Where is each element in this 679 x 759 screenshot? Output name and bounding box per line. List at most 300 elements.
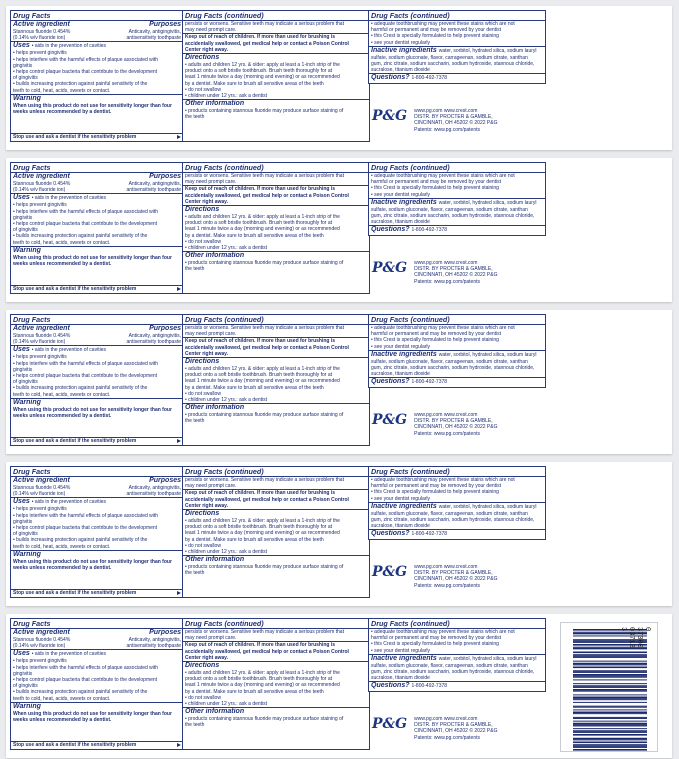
distributor-info bbox=[412, 260, 499, 285]
text-line: • see your dentist regularly bbox=[371, 343, 431, 350]
text-line: Keep out of reach of children. If more than used for brushing is bbox=[185, 490, 336, 497]
barcode-bar bbox=[573, 674, 647, 676]
inactive-ingredients-header bbox=[369, 502, 545, 511]
text-line: sulfate, sodium gluconate, flavor, carrageenan, sodium citrate, xanthan bbox=[371, 662, 528, 669]
uses-header bbox=[11, 649, 183, 658]
uses-list bbox=[11, 506, 183, 549]
questions-header bbox=[369, 681, 545, 690]
active-ingredient-heading: Active ingredient bbox=[13, 173, 70, 180]
text-line: www.pg.com www.crest.com bbox=[414, 412, 478, 418]
text-line: • children under 12 yrs.: ask a dentist bbox=[185, 549, 268, 556]
continued-title: Drug Facts (continued) bbox=[183, 619, 369, 629]
text-line: www.pg.com www.crest.com bbox=[414, 564, 478, 570]
active-ingredient-heading: Active ingredient bbox=[13, 325, 70, 332]
label-strip-4 bbox=[6, 462, 672, 606]
text-line: • adequate toothbrushing may prevent these stains which are not bbox=[371, 477, 515, 483]
stop-use-row bbox=[11, 437, 183, 445]
text-line: by a dentist. Make sure to brush all sensitive areas of the teeth bbox=[185, 232, 324, 239]
uses-list bbox=[11, 202, 183, 245]
barcode bbox=[560, 622, 658, 752]
keep-out-list bbox=[183, 489, 369, 509]
drug-facts-continued-panel-2 bbox=[368, 618, 546, 692]
text-line: persists or worsens. Sensitive teeth may indicate a serious problem that bbox=[185, 477, 344, 483]
uses-header bbox=[11, 193, 183, 202]
purpose-line-2: antisensitivity toothpaste bbox=[126, 491, 181, 498]
drug-facts-title: Drug Facts bbox=[11, 619, 183, 629]
label-strip-5 bbox=[6, 614, 672, 758]
distributor-info bbox=[412, 412, 499, 437]
text-line: • do not swallow bbox=[185, 542, 221, 549]
questions-phone: 1-800-492-7378 bbox=[411, 379, 448, 386]
purposes-heading: Purposes bbox=[149, 629, 181, 636]
text-line: • this Crest is specially formulated to help prevent staining bbox=[371, 337, 499, 344]
fluoride-ion-note: (0.14% w/v fluoride ion) bbox=[13, 187, 66, 194]
continued2-title: Drug Facts (continued) bbox=[369, 619, 545, 629]
text-line: • helps control plaque bacteria that contribute to the development bbox=[13, 677, 158, 684]
text-line: • builds increasing protection against painful sensitivity of the bbox=[13, 385, 148, 392]
continue-arrow-icon bbox=[177, 439, 181, 443]
uses-list bbox=[11, 354, 183, 397]
purposes-heading: Purposes bbox=[149, 325, 181, 332]
text-line: • adults and children 12 yrs. & older: apply at least a 1-inch strip of the bbox=[185, 518, 340, 525]
continued-title: Drug Facts (continued) bbox=[183, 467, 369, 477]
warning-heading: Warning bbox=[13, 398, 41, 406]
stop-use-row bbox=[11, 133, 183, 141]
continued-title: Drug Facts (continued) bbox=[183, 11, 369, 21]
text-line: harmful or permanent and may be removed by your dentist bbox=[371, 635, 502, 642]
drug-facts-continued-panel bbox=[182, 618, 370, 750]
inactive-ingredients-header bbox=[369, 350, 545, 359]
text-line: by a dentist. Make sure to brush all sensitive areas of the teeth bbox=[185, 536, 324, 543]
text-line: by a dentist. Make sure to brush all sensitive areas of the teeth bbox=[185, 384, 324, 391]
text-line: • builds increasing protection against painful sensitivity of the bbox=[13, 233, 148, 240]
text-line: When using this product do not use for sensitivity longer than four bbox=[13, 558, 172, 565]
stop-use-text: Stop use and ask a dentist if the sensitivity problem bbox=[13, 438, 137, 444]
text-line: gum, zinc citrate, sodium saccharin, sodium hydroxide, stannous chloride, bbox=[371, 213, 535, 220]
stain-info-list bbox=[369, 477, 545, 502]
text-line: • adults and children 12 yrs. & older: apply at least a 1-inch strip of the bbox=[185, 214, 340, 221]
text-line: gingivitis bbox=[13, 670, 33, 677]
text-line: may need prompt care. bbox=[185, 635, 237, 642]
warning-header bbox=[11, 246, 183, 255]
continue-arrow-icon bbox=[177, 287, 181, 291]
text-line: weeks unless recommended by a dentist. bbox=[13, 565, 112, 572]
inactive-ingredients-heading: Inactive ingredients bbox=[371, 654, 437, 662]
text-line: weeks unless recommended by a dentist. bbox=[13, 717, 112, 724]
uses-list bbox=[11, 658, 183, 701]
text-line: by a dentist. Make sure to brush all sensitive areas of the teeth bbox=[185, 688, 324, 695]
uses-heading: Uses bbox=[13, 194, 30, 202]
text-line: • do not swallow bbox=[185, 238, 221, 245]
text-line: www.pg.com www.crest.com bbox=[414, 260, 478, 266]
other-info-heading: Other information bbox=[185, 708, 245, 716]
text-line: Center right away. bbox=[185, 350, 228, 357]
text-line: the teeth bbox=[185, 114, 205, 121]
text-line: Center right away. bbox=[185, 198, 228, 205]
text-line: • helps control plaque bacteria that contribute to the development bbox=[13, 69, 158, 76]
text-line: • helps interfere with the harmful effects of plaque associated with bbox=[13, 664, 159, 671]
text-line: • helps interfere with the harmful effects of plaque associated with bbox=[13, 56, 159, 63]
pg-brand-block bbox=[372, 108, 499, 133]
directions-header bbox=[183, 205, 369, 214]
inactive-ingredients-list bbox=[369, 663, 545, 682]
other-info-header bbox=[183, 707, 369, 716]
warning-heading: Warning bbox=[13, 246, 41, 254]
inactive-ingredients-list bbox=[369, 359, 545, 378]
warning-heading: Warning bbox=[13, 702, 41, 710]
text-line: When using this product do not use for sensitivity longer than four bbox=[13, 406, 172, 413]
pg-logo: P&G bbox=[372, 716, 408, 732]
continued2-title: Drug Facts (continued) bbox=[369, 467, 545, 477]
stop-use-row bbox=[11, 285, 183, 293]
distributor-info bbox=[412, 564, 499, 589]
text-line: the teeth bbox=[185, 570, 205, 577]
barcode-bar bbox=[573, 744, 647, 745]
other-info-header bbox=[183, 403, 369, 412]
text-line: • products containing stannous fluoride may produce surface staining of bbox=[185, 716, 344, 723]
barcode-bar bbox=[573, 747, 647, 748]
text-line: teeth to cold, heat, acids, sweets or contact. bbox=[13, 695, 111, 702]
purpose-line-1: Anticavity, antigingivitis, bbox=[128, 485, 181, 491]
text-line: product onto a soft bristle toothbrush. Brush teeth thoroughly for at bbox=[185, 68, 333, 75]
continued-top-list bbox=[183, 173, 369, 185]
other-info-list bbox=[183, 564, 369, 576]
text-line: may need prompt care. bbox=[185, 483, 237, 490]
text-line: accidentally swallowed, get medical help or contact a Poison Control bbox=[185, 648, 349, 655]
drug-facts-continued-panel bbox=[182, 10, 370, 142]
text-line: sulfate, sodium gluconate, flavor, carrageenan, sodium citrate, xanthan bbox=[371, 206, 528, 213]
other-info-heading: Other information bbox=[185, 252, 245, 260]
uses-header bbox=[11, 345, 183, 354]
drug-facts-panel bbox=[10, 10, 184, 142]
text-line: CINCINNATI, OH 45202 © 2022 P&G bbox=[414, 272, 498, 279]
text-line: • builds increasing protection against painful sensitivity of the bbox=[13, 537, 148, 544]
pg-logo: P&G bbox=[372, 108, 408, 124]
drug-facts-title: Drug Facts bbox=[11, 163, 183, 173]
text-line: Patents: www.pg.com/patents bbox=[414, 278, 480, 285]
pg-brand-block bbox=[372, 412, 499, 437]
stain-info-list bbox=[369, 21, 545, 46]
active-ingredient-header bbox=[11, 21, 183, 29]
text-line: gum, zinc citrate, sodium saccharin, sodium hydroxide, stannous chloride, bbox=[371, 669, 535, 676]
text-line: the teeth bbox=[185, 722, 205, 729]
text-line: • adequate toothbrushing may prevent these stains which are not bbox=[371, 173, 515, 179]
continue-arrow-icon bbox=[177, 135, 181, 139]
other-info-list bbox=[183, 108, 369, 120]
directions-heading: Directions bbox=[185, 662, 220, 670]
directions-heading: Directions bbox=[185, 358, 220, 366]
other-info-heading: Other information bbox=[185, 556, 245, 564]
uses-intro: • aids in the prevention of cavities bbox=[31, 499, 106, 506]
barcode-bar bbox=[573, 709, 647, 710]
text-line: • see your dentist regularly bbox=[371, 647, 431, 654]
text-line: sucralose, titanium dioxide bbox=[371, 67, 430, 74]
text-line: • helps interfere with the harmful effects of plaque associated with bbox=[13, 360, 159, 367]
text-line: • helps control plaque bacteria that contribute to the development bbox=[13, 525, 158, 532]
distributor-info bbox=[412, 108, 499, 133]
text-line: Keep out of reach of children. If more than used for brushing is bbox=[185, 338, 336, 345]
warning-heading: Warning bbox=[13, 94, 41, 102]
questions-heading: Questions? bbox=[371, 378, 410, 386]
barcode-bar bbox=[573, 694, 647, 695]
inactive-ingredients-inline: water, sorbitol, hydrated silica, sodium lauryl bbox=[438, 503, 537, 510]
text-line: • see your dentist regularly bbox=[371, 191, 431, 198]
text-line: least 1 minute twice a day (morning and evening) or as recommended bbox=[185, 530, 340, 537]
warning-heading: Warning bbox=[13, 550, 41, 558]
questions-phone: 1-800-492-7378 bbox=[411, 683, 448, 690]
uses-list bbox=[11, 50, 183, 93]
text-line: Center right away. bbox=[185, 46, 228, 53]
drug-facts-panel bbox=[10, 466, 184, 598]
purpose-line-1: Anticavity, antigingivitis, bbox=[128, 181, 181, 187]
purposes-heading: Purposes bbox=[149, 21, 181, 28]
stop-use-text: Stop use and ask a dentist if the sensitivity problem bbox=[13, 742, 137, 748]
purpose-line-2: antisensitivity toothpaste bbox=[126, 187, 181, 194]
drug-facts-title: Drug Facts bbox=[11, 315, 183, 325]
text-line: DISTR. BY PROCTER & GAMBLE, bbox=[414, 722, 493, 729]
purpose-line-2: antisensitivity toothpaste bbox=[126, 35, 181, 42]
fluoride-ion-note: (0.14% w/v fluoride ion) bbox=[13, 491, 66, 498]
stain-info-list bbox=[369, 325, 545, 350]
inactive-ingredients-heading: Inactive ingredients bbox=[371, 198, 437, 206]
other-info-header bbox=[183, 555, 369, 564]
text-line: weeks unless recommended by a dentist. bbox=[13, 413, 112, 420]
barcode-bar bbox=[573, 742, 647, 744]
barcode-bar bbox=[573, 685, 647, 687]
text-line: accidentally swallowed, get medical help or contact a Poison Control bbox=[185, 192, 349, 199]
pg-logo: P&G bbox=[372, 260, 408, 276]
warning-list bbox=[11, 103, 183, 115]
barcode-bar bbox=[573, 725, 647, 726]
text-line: • this Crest is specially formulated to help prevent staining bbox=[371, 33, 499, 40]
inactive-ingredients-header bbox=[369, 654, 545, 663]
text-line: • helps control plaque bacteria that contribute to the development bbox=[13, 373, 158, 380]
stop-use-row bbox=[11, 741, 183, 749]
inactive-ingredients-list bbox=[369, 511, 545, 530]
continued-top-list bbox=[183, 325, 369, 337]
purposes-heading: Purposes bbox=[149, 173, 181, 180]
inactive-ingredients-header bbox=[369, 198, 545, 207]
barcode-bar bbox=[573, 679, 647, 680]
text-line: product onto a soft bristle toothbrush. Brush teeth thoroughly for at bbox=[185, 220, 333, 227]
directions-header bbox=[183, 661, 369, 670]
other-info-list bbox=[183, 412, 369, 424]
inactive-ingredients-inline: water, sorbitol, hydrated silica, sodium lauryl bbox=[438, 199, 537, 206]
purpose-line-1: Anticavity, antigingivitis, bbox=[128, 29, 181, 35]
barcode-bar bbox=[573, 676, 647, 677]
text-line: of gingivitis bbox=[13, 531, 38, 538]
text-line: • children under 12 yrs.: ask a dentist bbox=[185, 245, 268, 252]
label-strip-1 bbox=[6, 6, 672, 150]
keep-out-list bbox=[183, 337, 369, 357]
questions-heading: Questions? bbox=[371, 74, 410, 82]
active-ingredient-name: Stannous fluoride 0.454% bbox=[13, 485, 71, 491]
drug-facts-panel bbox=[10, 314, 184, 446]
directions-list bbox=[183, 62, 369, 99]
active-ingredient-header bbox=[11, 629, 183, 637]
barcode-bar bbox=[573, 718, 647, 719]
fluoride-ion-note: (0.14% w/v fluoride ion) bbox=[13, 35, 66, 42]
drug-facts-continued-panel-2 bbox=[368, 162, 546, 236]
active-ingredient-name: Stannous fluoride 0.454% bbox=[13, 637, 71, 643]
label-strip-2 bbox=[6, 158, 672, 302]
distributor-info bbox=[412, 716, 499, 741]
text-line: teeth to cold, heat, acids, sweets or contact. bbox=[13, 87, 111, 94]
questions-header bbox=[369, 73, 545, 82]
purpose-line-1: Anticavity, antigingivitis, bbox=[128, 333, 181, 339]
active-ingredient-heading: Active ingredient bbox=[13, 629, 70, 636]
barcode-bar bbox=[573, 745, 647, 747]
barcode-bar bbox=[573, 657, 647, 658]
warning-header bbox=[11, 702, 183, 711]
text-line: • children under 12 yrs.: ask a dentist bbox=[185, 701, 268, 708]
text-line: Keep out of reach of children. If more than used for brushing is bbox=[185, 642, 336, 649]
text-line: • products containing stannous fluoride may produce surface staining of bbox=[185, 260, 344, 267]
uses-header bbox=[11, 41, 183, 50]
barcode-bar bbox=[573, 706, 647, 707]
text-line: • adequate toothbrushing may prevent these stains which are not bbox=[371, 629, 515, 635]
directions-list bbox=[183, 214, 369, 251]
text-line: • helps interfere with the harmful effects of plaque associated with bbox=[13, 512, 159, 519]
continued-title: Drug Facts (continued) bbox=[183, 163, 369, 173]
text-line: accidentally swallowed, get medical help or contact a Poison Control bbox=[185, 40, 349, 47]
text-line: gum, zinc citrate, sodium saccharin, sodium hydroxide, stannous chloride, bbox=[371, 61, 535, 68]
text-line: product onto a soft bristle toothbrush. Brush teeth thoroughly for at bbox=[185, 524, 333, 531]
text-line: • builds increasing protection against painful sensitivity of the bbox=[13, 81, 148, 88]
barcode-bar bbox=[573, 672, 647, 673]
questions-phone: 1-800-492-7378 bbox=[411, 531, 448, 538]
text-line: • helps interfere with the harmful effects of plaque associated with bbox=[13, 208, 159, 215]
text-line: gum, zinc citrate, sodium saccharin, sodium hydroxide, stannous chloride, bbox=[371, 365, 535, 372]
continued-top-list bbox=[183, 477, 369, 489]
active-ingredient-name: Stannous fluoride 0.454% bbox=[13, 29, 71, 35]
pg-logo: P&G bbox=[372, 412, 408, 428]
questions-heading: Questions? bbox=[371, 226, 410, 234]
barcode-bar bbox=[573, 691, 647, 692]
drug-facts-panel bbox=[10, 618, 184, 750]
purpose-line-2: antisensitivity toothpaste bbox=[126, 339, 181, 346]
drug-facts-title: Drug Facts bbox=[11, 467, 183, 477]
text-line: least 1 minute twice a day (morning and evening) or as recommended bbox=[185, 378, 340, 385]
text-line: www.pg.com www.crest.com bbox=[414, 716, 478, 722]
text-line: • helps prevent gingivitis bbox=[13, 50, 67, 57]
text-line: may need prompt care. bbox=[185, 331, 237, 338]
text-line: sulfate, sodium gluconate, flavor, carrageenan, sodium citrate, xanthan bbox=[371, 358, 528, 365]
stop-use-text: Stop use and ask a dentist if the sensitivity problem bbox=[13, 134, 137, 140]
text-line: • adequate toothbrushing may prevent these stains which are not bbox=[371, 21, 515, 27]
drug-facts-continued-panel-2 bbox=[368, 314, 546, 388]
text-line: harmful or permanent and may be removed by your dentist bbox=[371, 331, 502, 338]
text-line: • do not swallow bbox=[185, 390, 221, 397]
text-line: of gingivitis bbox=[13, 683, 38, 690]
barcode-bar bbox=[573, 713, 647, 714]
text-line: • adults and children 12 yrs. & older: apply at least a 1-inch strip of the bbox=[185, 366, 340, 373]
stop-use-text: Stop use and ask a dentist if the sensitivity problem bbox=[13, 590, 137, 596]
keep-out-list bbox=[183, 641, 369, 661]
barcode-bar bbox=[573, 655, 647, 657]
text-line: least 1 minute twice a day (morning and evening) or as recommended bbox=[185, 682, 340, 689]
text-line: gingivitis bbox=[13, 366, 33, 373]
barcode-bar bbox=[573, 663, 647, 665]
text-line: may need prompt care. bbox=[185, 179, 237, 186]
text-line: • this Crest is specially formulated to help prevent staining bbox=[371, 489, 499, 496]
text-line: accidentally swallowed, get medical help or contact a Poison Control bbox=[185, 496, 349, 503]
active-ingredient-header bbox=[11, 325, 183, 333]
text-line: • helps prevent gingivitis bbox=[13, 202, 67, 209]
text-line: • products containing stannous fluoride may produce surface staining of bbox=[185, 412, 344, 419]
uses-heading: Uses bbox=[13, 498, 30, 506]
directions-header bbox=[183, 357, 369, 366]
warning-header bbox=[11, 398, 183, 407]
questions-header bbox=[369, 377, 545, 386]
text-line: sucralose, titanium dioxide bbox=[371, 219, 430, 226]
uses-intro: • aids in the prevention of cavities bbox=[31, 651, 106, 658]
text-line: gum, zinc citrate, sodium saccharin, sodium hydroxide, stannous chloride, bbox=[371, 517, 535, 524]
text-line: teeth to cold, heat, acids, sweets or contact. bbox=[13, 239, 111, 246]
inactive-ingredients-heading: Inactive ingredients bbox=[371, 46, 437, 54]
inactive-ingredients-inline: water, sorbitol, hydrated silica, sodium lauryl bbox=[438, 47, 537, 54]
barcode-bar bbox=[573, 724, 647, 725]
continued2-title: Drug Facts (continued) bbox=[369, 11, 545, 21]
other-info-list bbox=[183, 716, 369, 728]
uses-intro: • aids in the prevention of cavities bbox=[31, 195, 106, 202]
text-line: • helps control plaque bacteria that contribute to the development bbox=[13, 221, 158, 228]
drug-facts-continued-panel-2 bbox=[368, 466, 546, 540]
warning-list bbox=[11, 407, 183, 419]
text-line: by a dentist. Make sure to brush all sensitive areas of the teeth bbox=[185, 80, 324, 87]
warning-list bbox=[11, 559, 183, 571]
barcode-bar bbox=[573, 728, 647, 729]
text-line: Patents: www.pg.com/patents bbox=[414, 734, 480, 741]
questions-header bbox=[369, 225, 545, 234]
questions-header bbox=[369, 529, 545, 538]
barcode-bar bbox=[573, 667, 647, 669]
inactive-ingredients-list bbox=[369, 207, 545, 226]
directions-list bbox=[183, 366, 369, 403]
keep-out-list bbox=[183, 185, 369, 205]
text-line: persists or worsens. Sensitive teeth may indicate a serious problem that bbox=[185, 629, 344, 635]
barcode-bar bbox=[573, 652, 647, 654]
barcode-bar bbox=[573, 664, 647, 665]
inactive-ingredients-inline: water, sorbitol, hydrated silica, sodium lauryl bbox=[438, 655, 537, 662]
continued-title: Drug Facts (continued) bbox=[183, 315, 369, 325]
text-line: Patents: www.pg.com/patents bbox=[414, 126, 480, 133]
text-line: • adults and children 12 yrs. & older: apply at least a 1-inch strip of the bbox=[185, 670, 340, 677]
barcode-bar bbox=[573, 723, 647, 725]
text-line: CINCINNATI, OH 45202 © 2022 P&G bbox=[414, 120, 498, 127]
text-line: Patents: www.pg.com/patents bbox=[414, 582, 480, 589]
text-line: Keep out of reach of children. If more than used for brushing is bbox=[185, 34, 336, 41]
other-info-heading: Other information bbox=[185, 100, 245, 108]
text-line: persists or worsens. Sensitive teeth may indicate a serious problem that bbox=[185, 21, 344, 27]
text-line: • helps prevent gingivitis bbox=[13, 506, 67, 513]
barcode-bar bbox=[573, 687, 647, 688]
text-line: product onto a soft bristle toothbrush. Brush teeth thoroughly for at bbox=[185, 372, 333, 379]
barcode-bar bbox=[573, 661, 647, 662]
continued2-title: Drug Facts (continued) bbox=[369, 315, 545, 325]
fluoride-ion-note: (0.14% w/v fluoride ion) bbox=[13, 643, 66, 650]
text-line: teeth to cold, heat, acids, sweets or contact. bbox=[13, 543, 111, 550]
barcode-bar bbox=[573, 702, 647, 703]
text-line: • see your dentist regularly bbox=[371, 39, 431, 46]
questions-heading: Questions? bbox=[371, 682, 410, 690]
pg-logo: P&G bbox=[372, 564, 408, 580]
text-line: may need prompt care. bbox=[185, 27, 237, 34]
text-line: of gingivitis bbox=[13, 227, 38, 234]
inactive-ingredients-header bbox=[369, 46, 545, 55]
stain-info-list bbox=[369, 629, 545, 654]
uses-heading: Uses bbox=[13, 346, 30, 354]
